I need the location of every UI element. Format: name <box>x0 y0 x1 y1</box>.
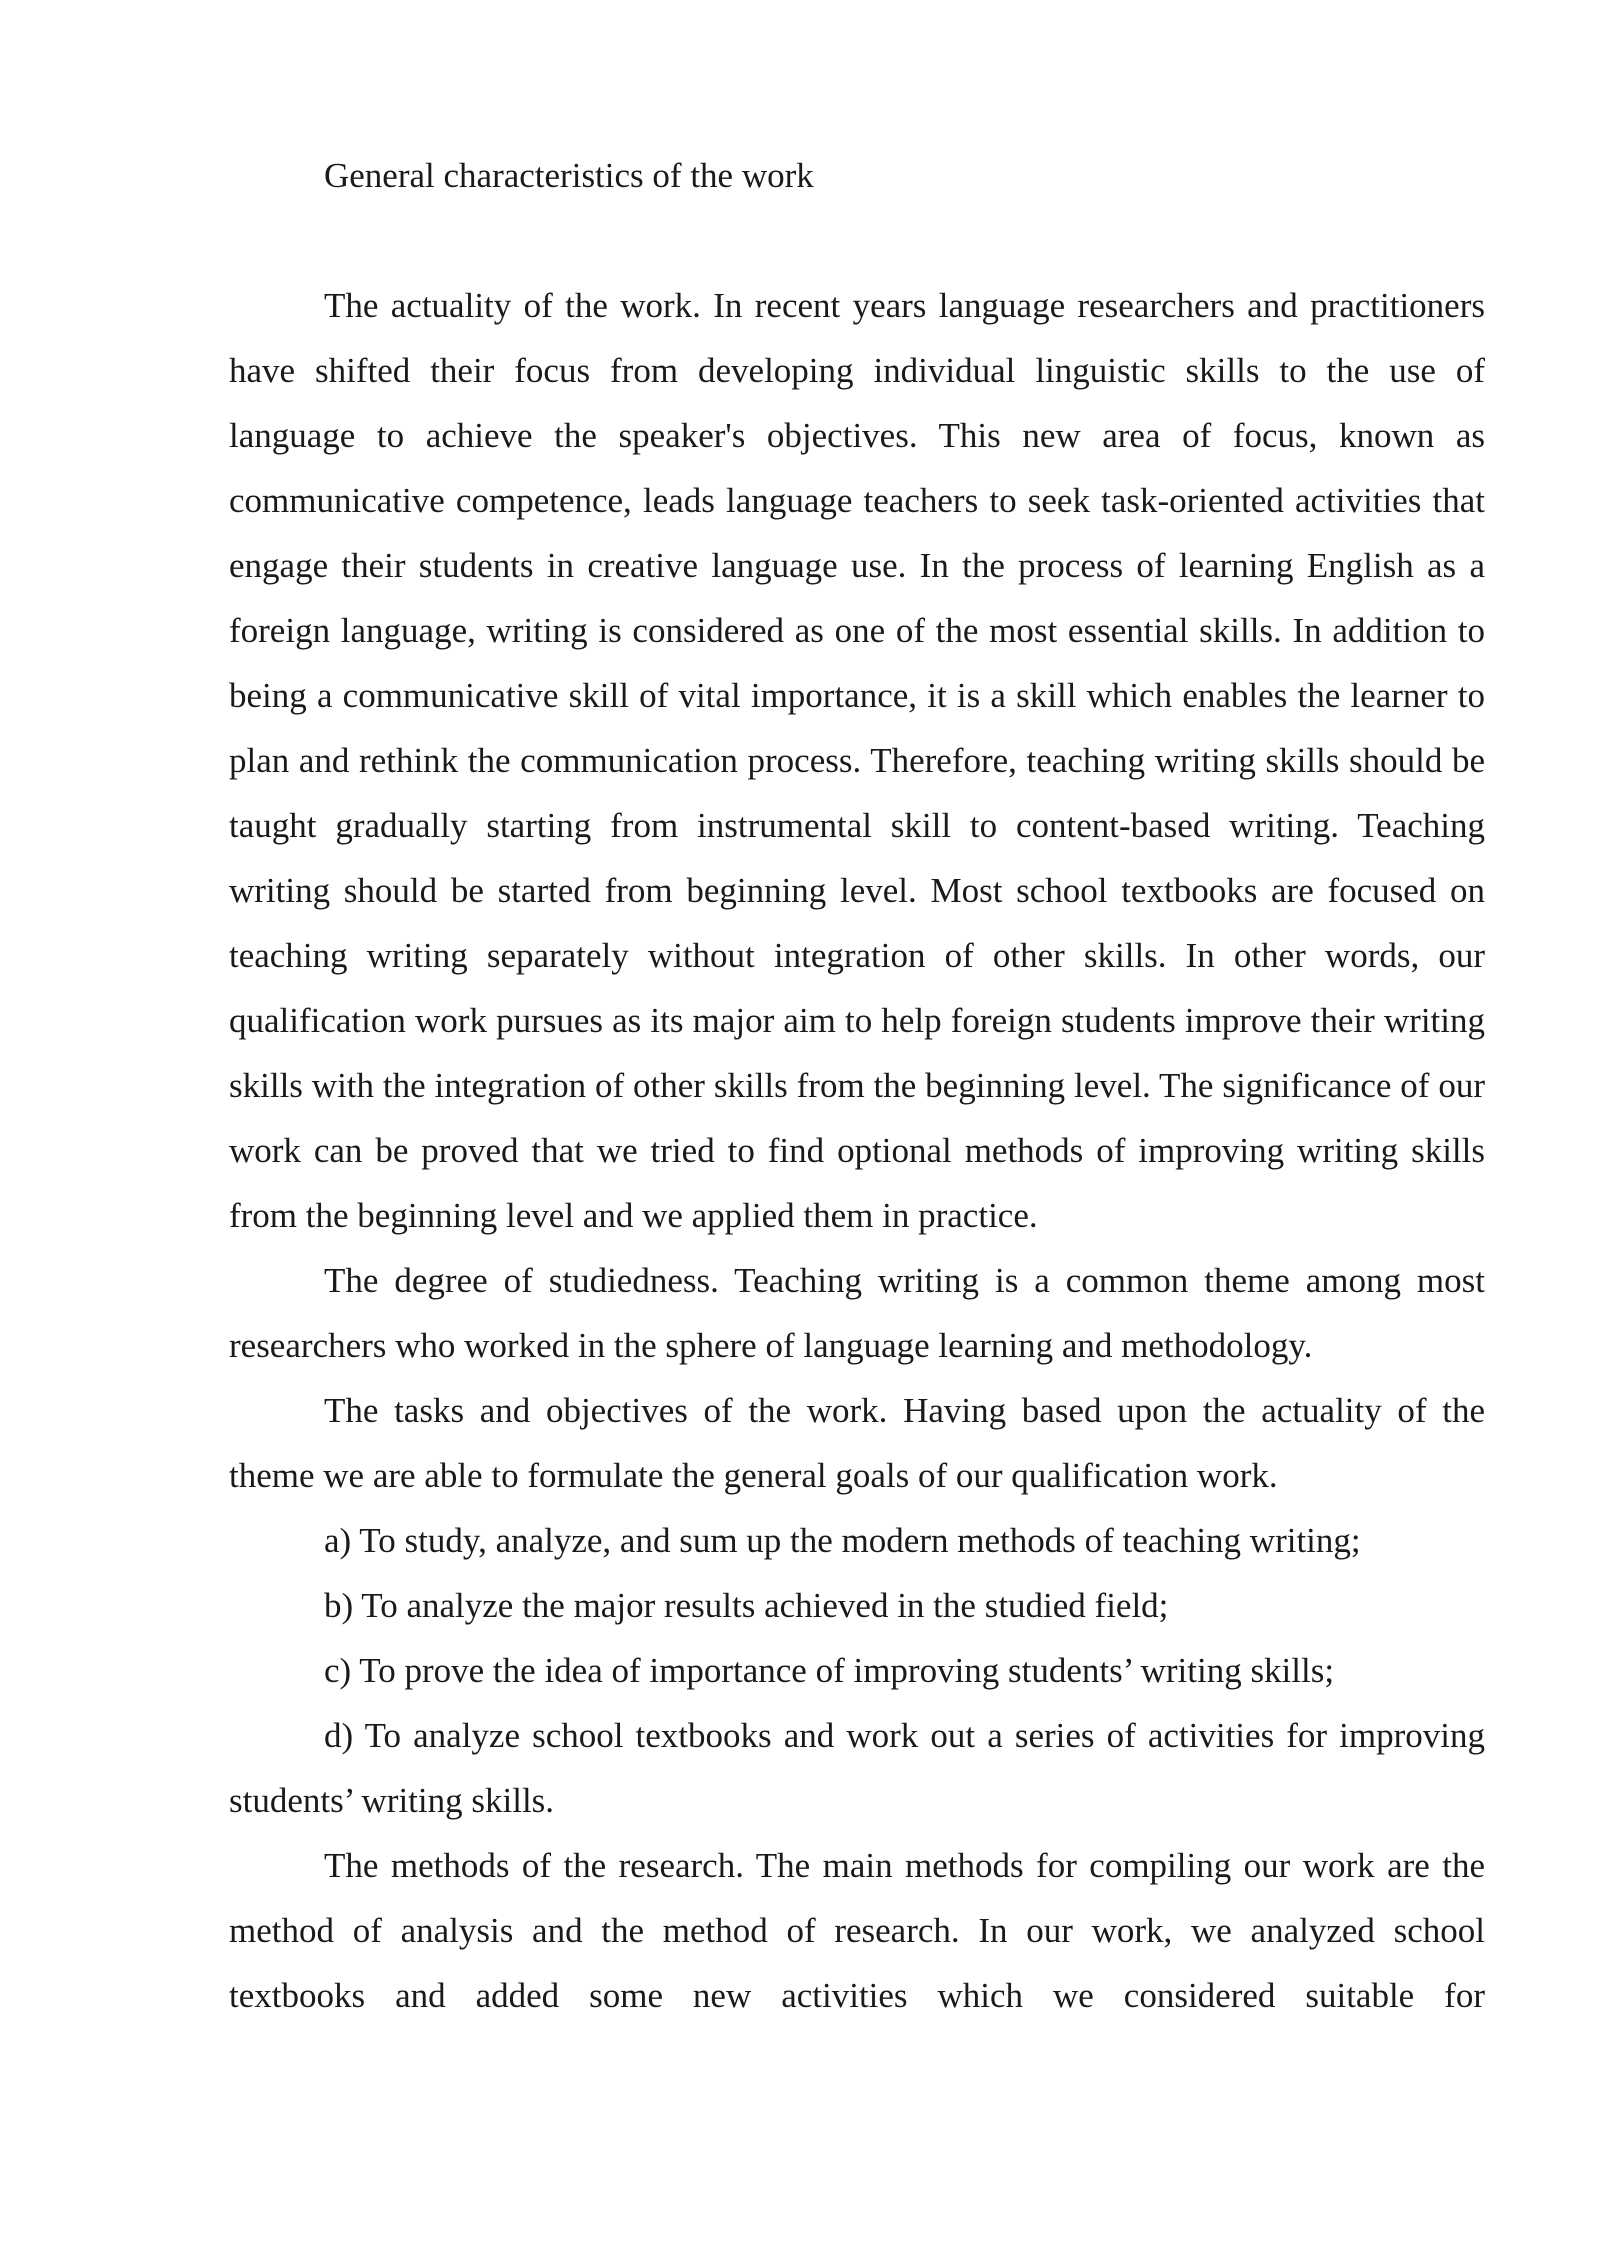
list-item-b: b) To analyze the major results achieved in the studied field; <box>324 1586 1169 1625</box>
paragraph-methods: The methods of the research. The main methods for compiling our work are the method of analysis and the method of research. In our work, we analyzed school textbooks and added some new activities which we considered suitable for <box>229 1846 1485 2015</box>
list-item-d: d) To analyze school textbooks and work out a series of activities for improving students’ writing skills. <box>229 1716 1485 1820</box>
list-item-a: a) To study, analyze, and sum up the modern methods of teaching writing; <box>324 1521 1361 1560</box>
blank-line <box>229 208 1485 273</box>
list-item-c: c) To prove the idea of importance of improving students’ writing skills; <box>324 1651 1335 1690</box>
document-body <box>229 143 1485 2028</box>
paragraph-tasks: The tasks and objectives of the work. Having based upon the actuality of the theme we are able to formulate the general goals of our qualification work. <box>229 1391 1485 1495</box>
paragraph-studiedness: The degree of studiedness. Teaching writing is a common theme among most researchers who worked in the sphere of language learning and methodology. <box>229 1261 1485 1365</box>
paragraph-actuality: The actuality of the work. In recent years language researchers and practitioners have shifted their focus from developing individual linguistic skills to the use of language to achieve the speaker's objectives. This new area of focus, known as communicative competence, leads language teachers to seek task-oriented activities that engage their students in creative language use. In the process of learning English as a foreign language, writing is considered as one of the most essential skills. In addition to being a communicative skill of vital importance, it is a skill which enables the learner to plan and rethink the communication process. Therefore, teaching writing skills should be taught gradually starting from instrumental skill to content-based writing. Teaching writing should be started from beginning level. Most school textbooks are focused on teaching writing separately without integration of other skills. In other words, our qualification work pursues as its major aim to help foreign students improve their writing skills with the integration of other skills from the beginning level. The significance of our work can be proved that we tried to find optional methods of improving writing skills from the beginning level and we applied them in practice. <box>229 286 1485 1235</box>
section-heading: General characteristics of the work <box>324 156 814 195</box>
